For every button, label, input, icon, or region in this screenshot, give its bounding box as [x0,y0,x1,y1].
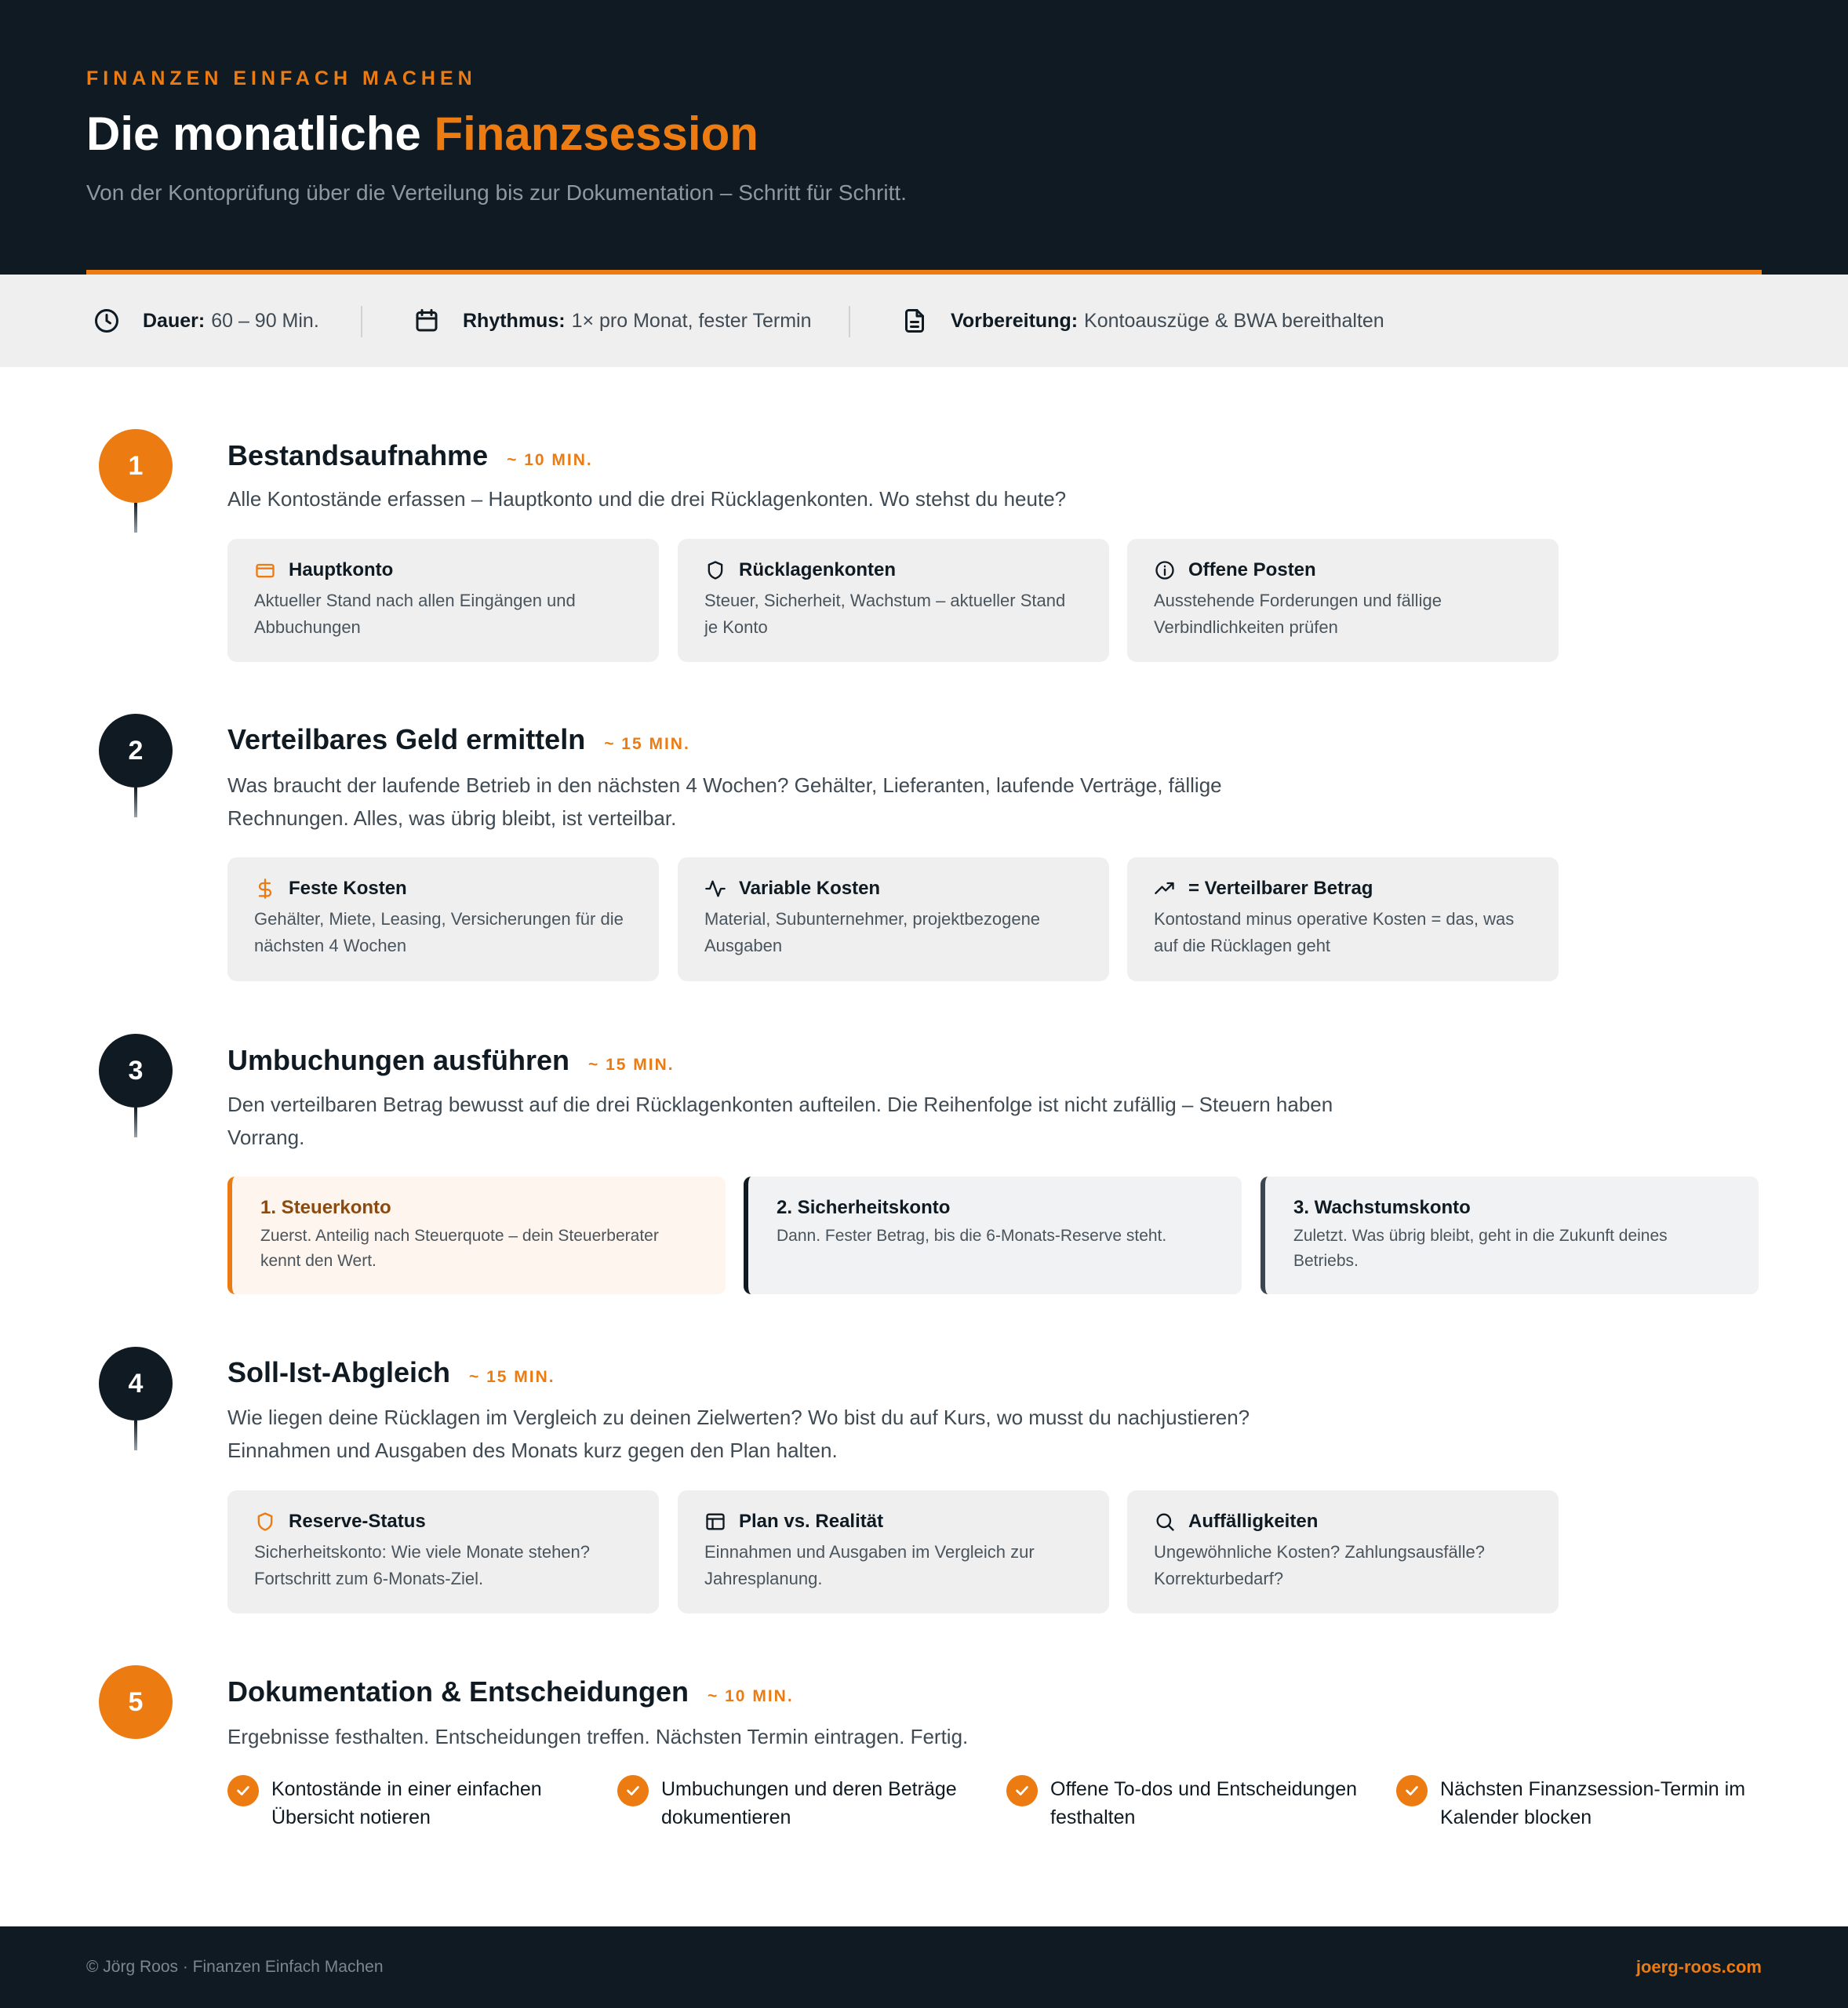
checklist-text: Kontostände in einer einfachen Übersicht notieren [271,1778,542,1828]
credit-card-icon [254,559,276,581]
meta-bar [0,275,1848,367]
card-title: Feste Kosten [289,878,407,899]
step-duration: ~ 15 MIN. [604,735,690,753]
meta-duration-label: Dauer: [143,309,206,332]
info-card [227,1490,659,1613]
clock-icon [93,307,121,335]
step-number-marker: 5 [99,1665,173,1739]
checklist-item [617,1775,978,1832]
account-title: 3. Wachstumskonto [1293,1197,1471,1218]
meta-rhythm [413,275,812,367]
info-card [1127,1490,1559,1613]
page-title [86,107,758,161]
check-icon [624,1782,642,1799]
step-number-marker: 2 [99,714,173,788]
checklist-text: Offene To-dos und Entscheidungen festhalten [1050,1778,1358,1828]
step-number-marker: 1 [99,429,173,503]
card-title: Rücklagenkonten [739,559,897,580]
step-description: Ergebnisse festhalten. Entscheidungen treffen. Nächsten Termin eintragen. Fertig. [227,1725,969,1748]
checklist-text: Umbuchungen und deren Beträge dokumentieren [661,1778,957,1828]
eyebrow: FINANZEN EINFACH MACHEN [86,67,477,89]
step-description: Wie liegen deine Rücklagen im Vergleich zu deinen Zielwerten? Wo bist du auf Kurs, wo musst du nachjustieren? Einnahmen und Ausgaben des Monats kurz gegen den Plan halten. [227,1406,1250,1462]
card-text: Ausstehende Forderungen und fällige Verbindlichkeiten prüfen [1154,591,1442,637]
step-duration: ~ 10 MIN. [507,451,593,469]
dollar-icon [254,878,276,900]
checklist-text: Nächsten Finanzsession-Termin im Kalender blocken [1440,1778,1746,1828]
card-title: Hauptkonto [289,559,394,580]
meta-rhythm-label: Rhythmus: [463,309,566,332]
check-icon [235,1782,252,1799]
account-text: Zuletzt. Was übrig bleibt, geht in die Zukunft deines Betriebs. [1293,1227,1668,1270]
page-title-accent: Finanzsession [434,107,758,160]
card-text: Aktueller Stand nach allen Eingängen und Abbuchungen [254,591,576,637]
card-text: Material, Subunternehmer, projektbezogene Ausgaben [704,909,1041,955]
step-title [227,1356,555,1389]
marker-pin [134,503,137,533]
page-title-main: Die monatliche [86,107,435,160]
step-number-marker: 3 [99,1034,173,1108]
footer-website-link[interactable]: joerg-roos.com [1635,1957,1762,1977]
info-card [227,539,659,662]
meta-preparation-label: Vorbereitung: [951,309,1079,332]
step-title-text: Soll-Ist-Abgleich [227,1356,451,1388]
step-duration: ~ 15 MIN. [588,1056,675,1074]
step-description: Alle Kontostände erfassen – Hauptkonto und die drei Rücklagenkonten. Wo stehst du heute? [227,487,1067,511]
footer-copyright: © Jörg Roos · Finanzen Einfach Machen [86,1958,384,1976]
trending-up-icon [1154,878,1176,900]
document-icon [900,307,929,335]
check-icon [1403,1782,1421,1799]
checklist-item [1006,1775,1367,1832]
info-card [1127,857,1559,981]
meta-separator [849,306,850,337]
table-icon [704,1511,726,1533]
step-title-text: Umbuchungen ausführen [227,1044,570,1076]
info-card [1127,539,1559,662]
account-title: 1. Steuerkonto [260,1197,391,1218]
step-title [227,1675,794,1708]
card-title: Variable Kosten [739,878,881,899]
step-title-text: Dokumentation & Entscheidungen [227,1675,689,1708]
shield-icon [254,1511,276,1533]
step-title [227,1044,675,1077]
step-title [227,723,690,756]
meta-duration-value: 60 – 90 Min. [211,309,319,332]
page-subtitle: Von der Kontoprüfung über die Verteilung bis zur Dokumentation – Schritt für Schritt. [86,180,907,205]
card-title: Reserve-Status [289,1511,426,1532]
info-card [678,539,1109,662]
info-card [227,857,659,981]
card-text: Sicherheitskonto: Wie viele Monate stehen? Fortschritt zum 6-Monats-Ziel. [254,1542,591,1588]
marker-pin [134,788,137,817]
account-card-safety [744,1177,1242,1294]
checklist-item [1396,1775,1757,1832]
meta-separator [361,306,362,337]
account-card-tax [227,1177,726,1294]
page-header [0,0,1848,275]
step-duration: ~ 15 MIN. [469,1368,555,1386]
activity-icon [704,878,726,900]
card-text: Kontostand minus operative Kosten = das, was auf die Rücklagen geht [1154,909,1515,955]
step-description: Den verteilbaren Betrag bewusst auf die drei Rücklagenkonten aufteilen. Die Reihenfolge ist nicht zufällig – Steuern haben Vorrang. [227,1093,1333,1149]
search-icon [1154,1511,1176,1533]
card-text: Steuer, Sicherheit, Wachstum – aktueller Stand je Konto [704,591,1066,637]
card-title: Offene Posten [1188,559,1316,580]
meta-rhythm-value: 1× pro Monat, fester Termin [571,309,812,332]
card-title: = Verteilbarer Betrag [1188,878,1373,899]
step-number-marker: 4 [99,1347,173,1421]
account-text: Dann. Fester Betrag, bis die 6-Monats-Reserve steht. [777,1227,1167,1245]
card-text: Einnahmen und Ausgaben im Vergleich zur Jahresplanung. [704,1542,1035,1588]
check-icon [1013,1782,1031,1799]
step-title-text: Bestandsaufnahme [227,439,489,471]
card-title: Auffälligkeiten [1188,1511,1319,1532]
info-icon [1154,559,1176,581]
checklist-item [227,1775,588,1832]
meta-preparation [900,275,1384,367]
step-duration: ~ 10 MIN. [708,1687,794,1705]
info-card [678,857,1109,981]
marker-pin [134,1108,137,1137]
info-card [678,1490,1109,1613]
meta-duration [93,275,319,367]
page-footer [0,1926,1848,2008]
account-card-growth [1260,1177,1759,1294]
meta-preparation-value: Kontoauszüge & BWA bereithalten [1084,309,1384,332]
calendar-icon [413,307,441,335]
step-title-text: Verteilbares Geld ermitteln [227,723,586,755]
marker-pin [134,1421,137,1450]
card-text: Gehälter, Miete, Leasing, Versicherungen für die nächsten 4 Wochen [254,909,624,955]
card-text: Ungewöhnliche Kosten? Zahlungsausfälle? Korrekturbedarf? [1154,1542,1485,1588]
shield-icon [704,559,726,581]
step-description: Was braucht der laufende Betrieb in den nächsten 4 Wochen? Gehälter, Lieferanten, laufende Verträge, fällige Rechnungen. Alles, was übrig bleibt, ist verteilbar. [227,773,1222,830]
card-title: Plan vs. Realität [739,1511,884,1532]
account-text: Zuerst. Anteilig nach Steuerquote – dein Steuerberater kennt den Wert. [260,1227,659,1270]
step-title [227,439,593,472]
account-title: 2. Sicherheitskonto [777,1197,951,1218]
